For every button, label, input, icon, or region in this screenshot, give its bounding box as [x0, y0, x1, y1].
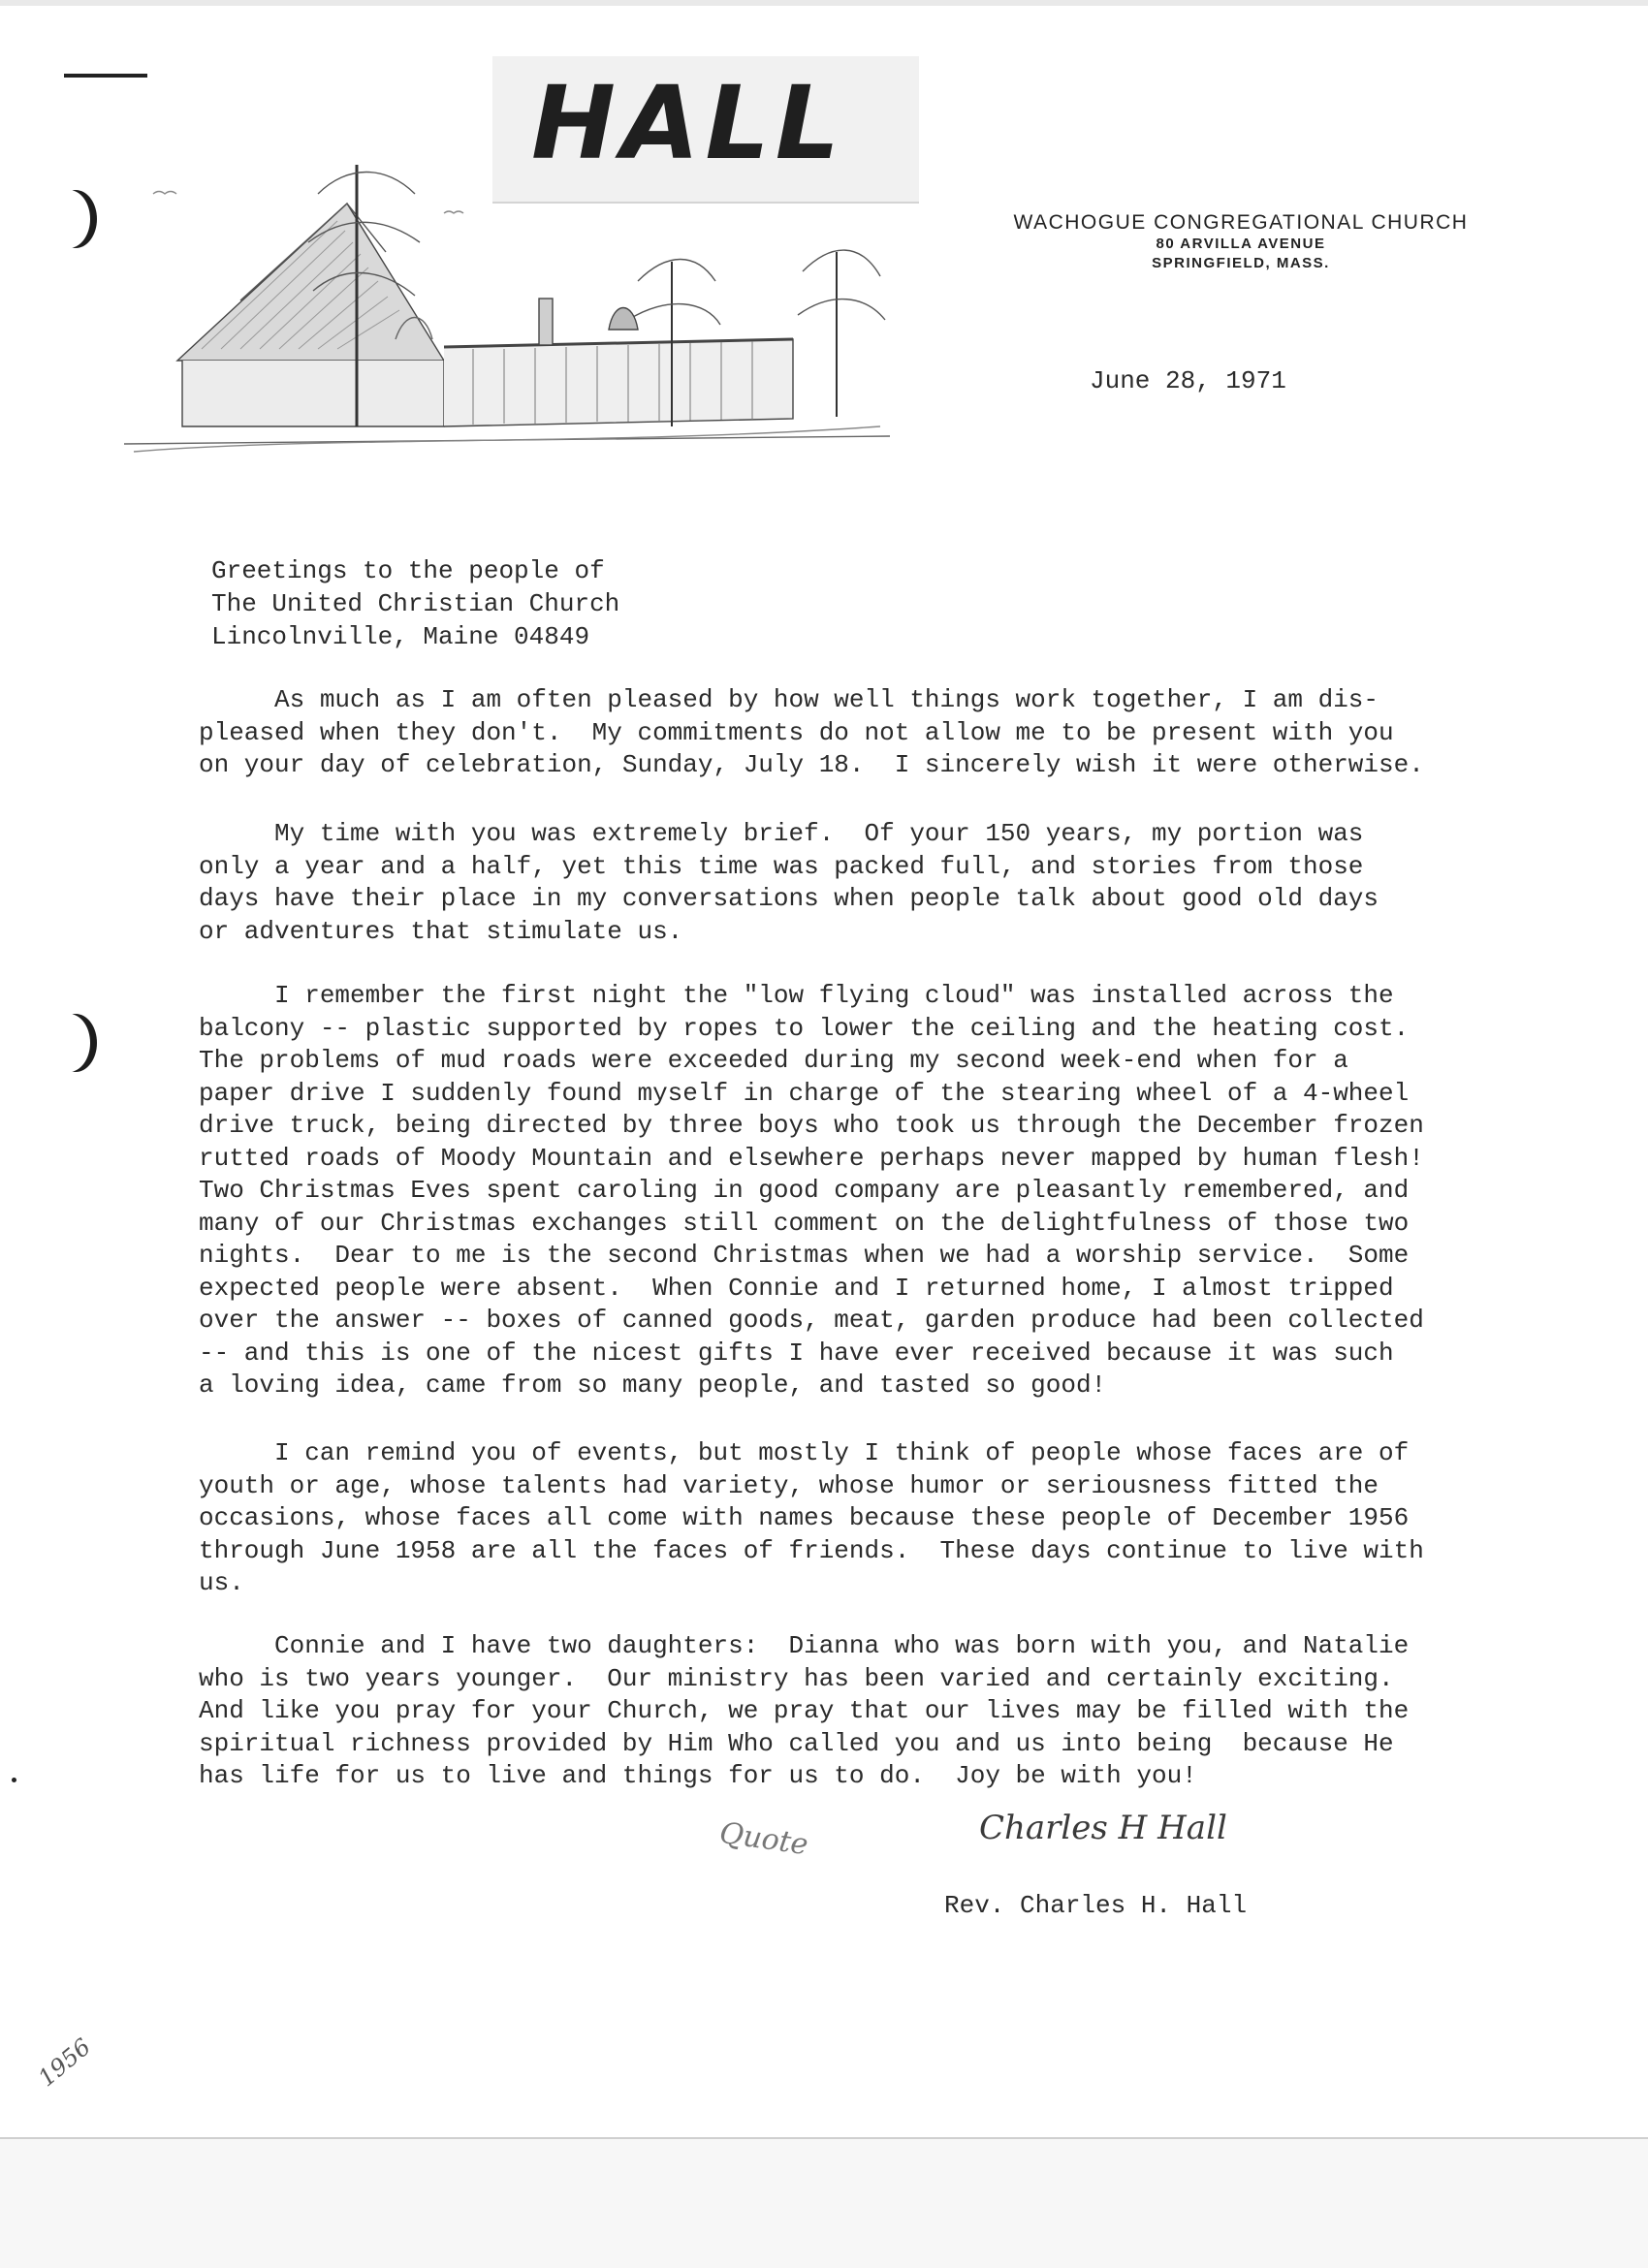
handwritten-name-label [492, 56, 919, 204]
body-line: on your day of celebration, Sunday, July 18. I sincerely wish it were otherwise. [199, 750, 1424, 779]
body-line: paper drive I suddenly found myself in charge of the stearing wheel of a 4-wheel [199, 1078, 1410, 1108]
paragraph-1 [199, 684, 1546, 782]
body-line: balcony -- plastic supported by ropes to lower the ceiling and the heating cost. [199, 1013, 1410, 1043]
church-name: WACHOGUE CONGREGATIONAL CHURCH [1013, 211, 1469, 234]
body-line: occasions, whose faces all come with names because these people of December 1956 [199, 1503, 1410, 1532]
body-line: youth or age, whose talents had variety, whose humor or seriousness fitted the [199, 1470, 1379, 1500]
margin-mark [64, 74, 147, 78]
punch-hole-top [54, 190, 97, 248]
body-line: drive truck, being directed by three boys who took us through the December frozen [199, 1111, 1424, 1140]
page-top-edge [0, 0, 1648, 6]
handwritten-signature: Charles H Hall [979, 1809, 1227, 1847]
handwritten-name: HALL [531, 64, 846, 182]
paragraph-5 [199, 1630, 1546, 1793]
body-line: a loving idea, came from so many people, and tasted so good! [199, 1370, 1107, 1400]
body-line: I remember the first night the "low flying cloud" was installed across the [199, 981, 1394, 1010]
body-line: through June 1958 are all the faces of friends. These days continue to live with [199, 1535, 1424, 1565]
handwritten-year-note: 1956 [33, 2032, 96, 2093]
body-line: over the answer -- boxes of canned goods, meat, garden produce had been collected [199, 1306, 1424, 1335]
paragraph-4 [199, 1437, 1546, 1600]
body-line: My time with you was extremely brief. Of your 150 years, my portion was [199, 819, 1364, 848]
body-line: many of our Christmas exchanges still comment on the delightfulness of those two [199, 1208, 1410, 1238]
body-line: days have their place in my conversations when people talk about good old days [199, 884, 1379, 913]
church-city: SPRINGFIELD, MASS. [1152, 255, 1330, 271]
body-line: rutted roads of Moody Mountain and elsewhere perhaps never mapped by human flesh! [199, 1143, 1424, 1173]
scan-bottom-edge [0, 2137, 1648, 2268]
handwritten-marginal-note: Quote [717, 1815, 810, 1863]
body-line: I can remind you of events, but mostly I think of people whose faces are of [199, 1438, 1410, 1467]
punch-hole-middle [54, 1014, 97, 1072]
body-line: expected people were absent. When Connie and I returned home, I almost tripped [199, 1273, 1394, 1303]
paragraph-3 [199, 980, 1546, 1402]
body-line: Connie and I have two daughters: Dianna who was born with you, and Natalie [199, 1631, 1410, 1660]
recipient-address [211, 554, 619, 653]
margin-dot [12, 1778, 16, 1782]
body-line: us. [199, 1568, 244, 1597]
recipient-line: Lincolnville, Maine 04849 [211, 622, 590, 651]
body-line: only a year and a half, yet this time was packed full, and stories from those [199, 851, 1364, 881]
body-line: pleased when they don't. My commitments do not allow me to be present with you [199, 717, 1394, 747]
body-line: As much as I am often pleased by how well things work together, I am dis- [199, 685, 1379, 714]
recipient-line: The United Christian Church [211, 589, 620, 618]
church-street: 80 ARVILLA AVENUE [1156, 236, 1326, 252]
letter-date: June 28, 1971 [1090, 366, 1286, 395]
recipient-line: Greetings to the people of [211, 556, 605, 585]
body-line: Two Christmas Eves spent caroling in good company are pleasantly remembered, and [199, 1176, 1410, 1205]
body-line: The problems of mud roads were exceeded during my second week-end when for a [199, 1046, 1348, 1075]
paragraph-2 [199, 818, 1546, 948]
body-line: spiritual richness provided by Him Who called you and us into being because He [199, 1728, 1394, 1758]
body-line: nights. Dear to me is the second Christmas when we had a worship service. Some [199, 1241, 1410, 1270]
body-line: or adventures that stimulate us. [199, 916, 683, 946]
body-line: who is two years younger. Our ministry has been varied and certainly exciting. [199, 1663, 1394, 1693]
body-line: -- and this is one of the nicest gifts I have ever received because it was such [199, 1338, 1394, 1368]
body-line: And like you pray for your Church, we pray that our lives may be filled with the [199, 1696, 1410, 1725]
church-letterhead [969, 211, 1512, 273]
body-line: has life for us to live and things for us to do. Joy be with you! [199, 1761, 1197, 1790]
typed-signature: Rev. Charles H. Hall [944, 1891, 1248, 1920]
